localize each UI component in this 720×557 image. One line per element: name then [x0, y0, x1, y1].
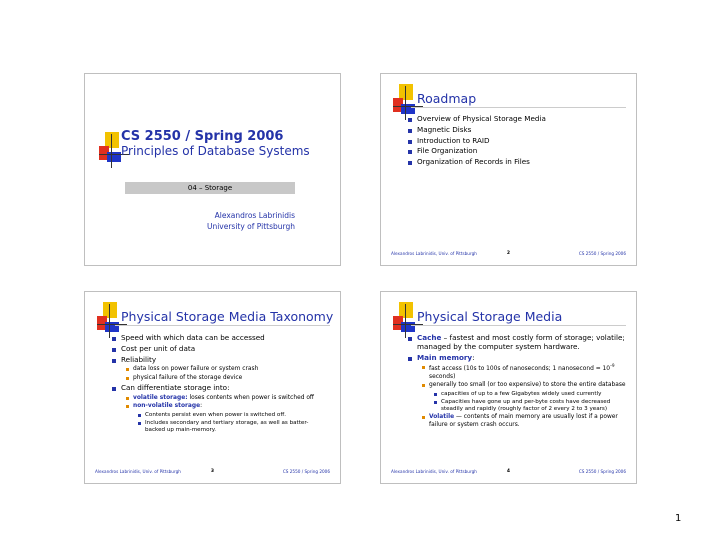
title-divider [115, 325, 330, 326]
list-item: Contents persist even when power is switched off. [145, 412, 326, 419]
page-number: 1 [675, 513, 682, 524]
footer-author: Alexandros Labrinidis, Univ. of Pittsburgh [391, 251, 477, 256]
title-divider [411, 107, 626, 108]
list-item: Reliability [121, 356, 326, 365]
slide-title: Physical Storage Media Taxonomy [121, 309, 334, 324]
list-item: capacities of up to a few Gigabytes widely used currently [441, 391, 627, 398]
list-item: fast access (10s to 100s of nanoseconds; 1 nanosecond = $10^{-9}$ seconds) [429, 364, 627, 380]
course-title: CS 2550 / Spring 2006 [121, 129, 284, 144]
slide-1-title [84, 73, 341, 266]
slide-2-roadmap [380, 73, 637, 266]
slide-title: Roadmap [417, 91, 477, 106]
author-name: Alexandros Labrinidis [214, 211, 295, 220]
slide-number: 3 [210, 469, 215, 474]
slide-number: 4 [506, 469, 511, 474]
list-item: Capacities have gone up and per-byte costs have decreased steadily and rapidly (roughly factor of 2 every 2 to 3 years) [441, 399, 627, 413]
author-affiliation: University of Pittsburgh [206, 222, 295, 231]
list-item: Cost per unit of data [121, 345, 326, 354]
footer-course: CS 2550 / Spring 2006 [282, 469, 330, 474]
footer-course: CS 2550 / Spring 2006 [578, 469, 626, 474]
slide-number: 2 [506, 251, 511, 256]
list-item: Includes secondary and tertiary storage, as well as batter-backed up main-memory. [145, 420, 326, 434]
list-item: physical failure of the storage device [133, 375, 326, 382]
list-item: Can differentiate storage into: [121, 384, 326, 393]
slide-footer [95, 469, 330, 475]
list-item: volatile storage: loses contents when power is switched off [133, 395, 326, 402]
author-block [207, 210, 295, 232]
list-item: File Organization [417, 147, 627, 156]
list-item: Overview of Physical Storage Media [417, 115, 627, 124]
slide-title: Physical Storage Media [417, 309, 563, 324]
storage-media-list [417, 334, 627, 430]
list-item: Volatile — contents of main memory are usually lost if a power failure or system crash occurs. [429, 414, 627, 428]
taxonomy-list [121, 334, 326, 435]
slide-4-storage-media [380, 291, 637, 484]
list-item: generally too small (or too expensive) to store the entire database [429, 382, 627, 389]
list-item: Speed with which data can be accessed [121, 334, 326, 343]
footer-author: Alexandros Labrinidis, Univ. of Pittsburgh [95, 469, 181, 474]
list-item: Magnetic Disks [417, 126, 627, 135]
lecture-label-bar: 04 – Storage [125, 182, 295, 194]
list-item: Organization of Records in Files [417, 158, 627, 167]
list-item: Main memory: [417, 354, 627, 363]
list-item: data loss on power failure or system crash [133, 366, 326, 373]
slide-3-taxonomy [84, 291, 341, 484]
list-item: Cache – fastest and most costly form of storage; volatile; managed by the computer system hardware. [417, 334, 627, 352]
footer-course: CS 2550 / Spring 2006 [578, 251, 626, 256]
list-item: non-volatile storage: [133, 403, 326, 410]
slide-footer [391, 251, 626, 257]
roadmap-list [417, 115, 627, 169]
course-subtitle: Principles of Database Systems [121, 144, 310, 158]
footer-author: Alexandros Labrinidis, Univ. of Pittsburgh [391, 469, 477, 474]
list-item: Introduction to RAID [417, 137, 627, 146]
slide-footer [391, 469, 626, 475]
title-divider [411, 325, 626, 326]
